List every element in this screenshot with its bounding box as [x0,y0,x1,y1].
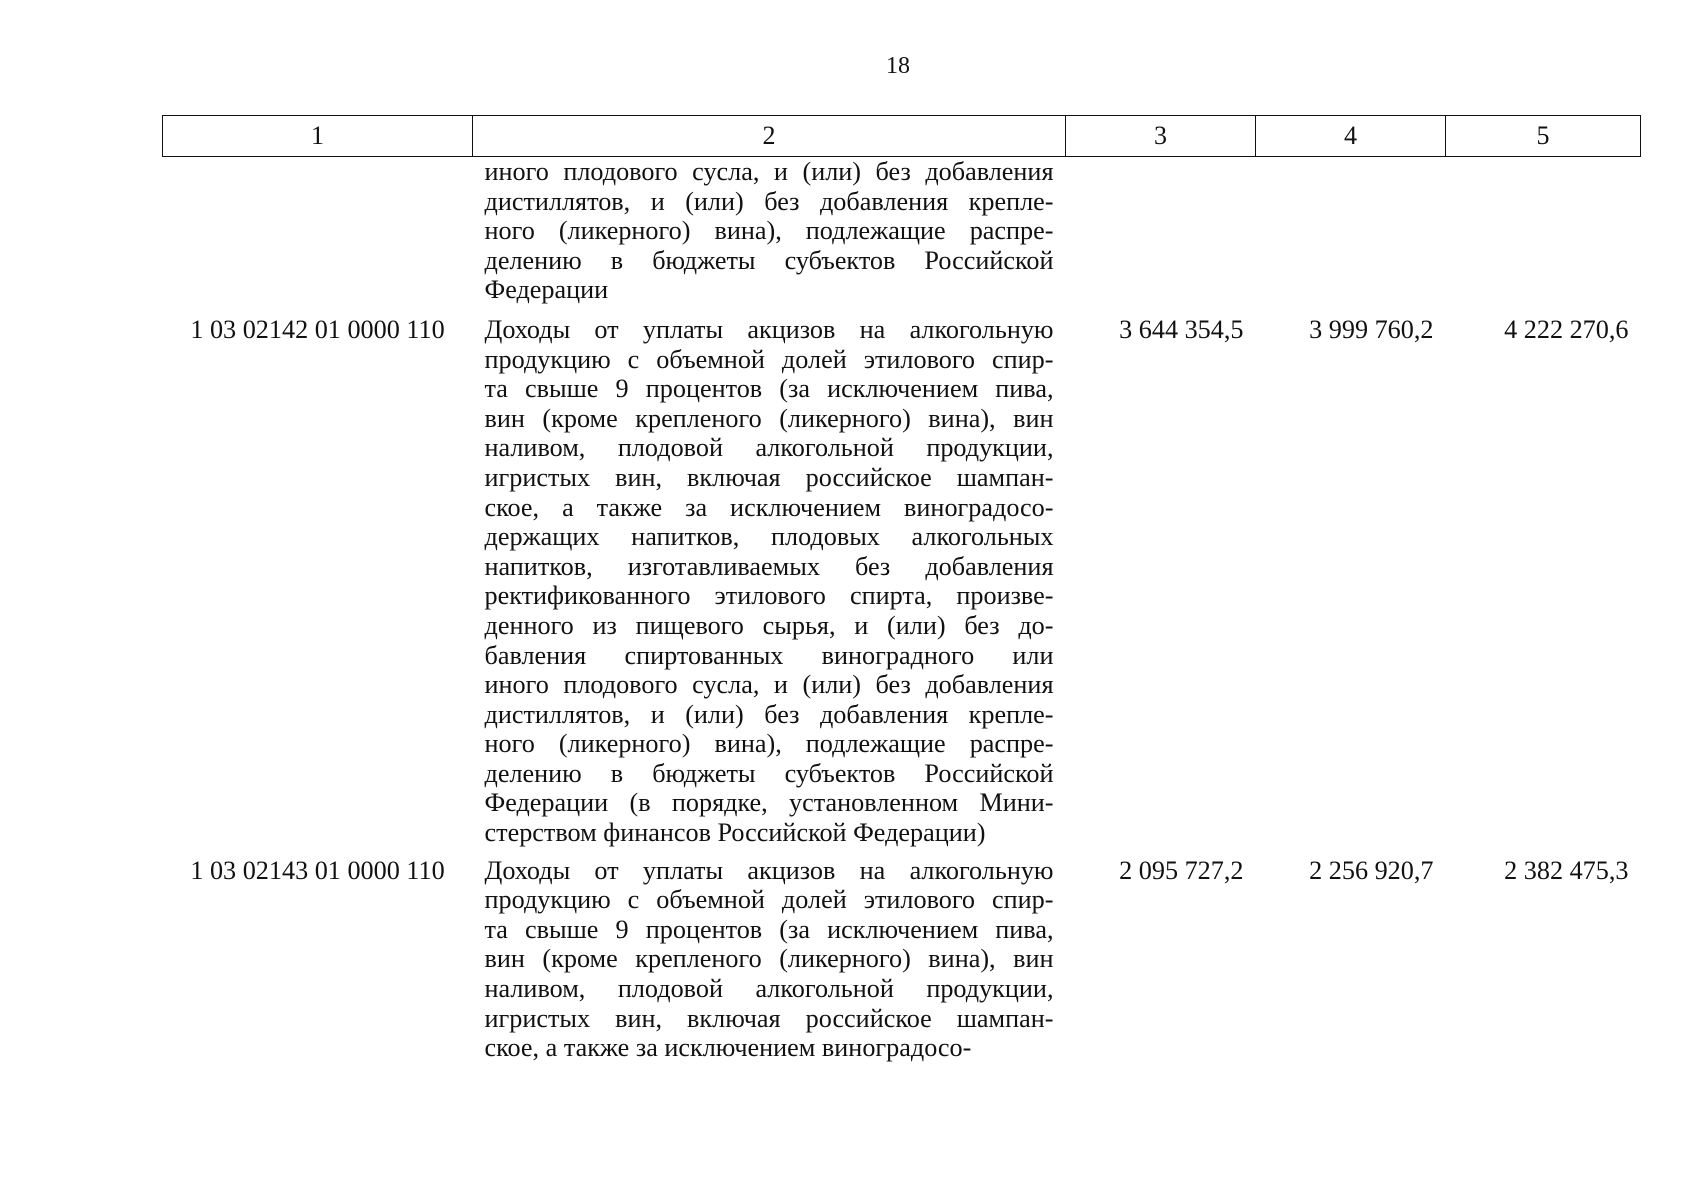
table-header-row [163,116,1641,157]
header-col-1: 1 [163,116,473,157]
description-line: иного плодового сусла, и (или) без добавления [484,670,1054,700]
description-line: вин (кроме крепленого (ликерного) вина), вин [484,944,1054,974]
row-value-col-4: 2 256 920,7 [1309,855,1434,885]
row-value-col-4: 3 999 760,2 [1309,314,1434,344]
row-value-col-3: 3 644 354,5 [1119,314,1244,344]
row-value-col-5 [1446,157,1641,315]
description-line: ректификованного этилового спирта, произве- [484,581,1054,611]
header-col-5: 5 [1446,116,1641,157]
description-line: дистиллятов, и (или) без добавления крепле- [484,186,1054,216]
header-col-4: 4 [1256,116,1446,157]
description-line: дистиллятов, и (или) без добавления крепле- [484,699,1054,729]
description-line: Доходы от уплаты акцизов на алкогольную [484,314,1054,344]
row-value-col-5: 4 222 270,6 [1504,314,1629,344]
table-row [163,157,1641,315]
description-line: Доходы от уплаты акцизов на алкогольную [484,855,1054,885]
description-line: денного из пищевого сырья, и (или) без до- [484,610,1054,640]
description-line: игристых вин, включая российское шампан- [484,1003,1054,1033]
description-line: стерством финансов Российской Федерации) [484,818,986,848]
description-line: бавления спиртованных виноградного или [484,640,1054,670]
description-line: ское, а также за исключением виноградосо- [484,492,1054,522]
description-line: наливом, плодовой алкогольной продукции, [484,974,1054,1004]
row-value-col-3 [1066,157,1256,315]
description-line: делению в бюджеты субъектов Российской [484,758,1054,788]
table-row [163,856,1641,1063]
table-body [163,157,1641,1063]
page-number: 18 [886,53,910,79]
header-col-3: 3 [1066,116,1256,157]
description-line: Федерации (в порядке, установленном Мини- [484,788,1054,818]
row-code: 1 03 02143 01 0000 110 [190,855,445,885]
row-description [473,157,1066,315]
header-col-2: 2 [473,116,1066,157]
description-line: продукцию с объемной долей этилового спир- [484,885,1054,915]
description-line: иного плодового сусла, и (или) без добавления [484,157,1054,186]
description-line: та свыше 9 процентов (за исключением пива, [484,914,1054,944]
description-line: та свыше 9 процентов (за исключением пива, [484,374,1054,404]
description-line: напитков, изготавливаемых без добавления [484,551,1054,581]
revenue-table [162,115,1641,1063]
row-value-col-4 [1256,157,1446,315]
table-row [163,315,1641,856]
description-line: игристых вин, включая российское шампан- [484,462,1054,492]
description-line: вин (кроме крепленого (ликерного) вина), вин [484,403,1054,433]
description-line: ного (ликерного) вина), подлежащие распре- [484,729,1054,759]
row-code [163,157,473,315]
description-line: ного (ликерного) вина), подлежащие распре- [484,216,1054,246]
description-line: делению в бюджеты субъектов Российской [484,245,1054,275]
row-value-col-5: 2 382 475,3 [1504,855,1629,885]
description-line: наливом, плодовой алкогольной продукции, [484,433,1054,463]
row-description [473,856,1066,1063]
row-value-col-3: 2 095 727,2 [1119,855,1244,885]
row-description [473,315,1066,856]
description-line: Федерации [484,275,609,305]
description-line: продукцию с объемной долей этилового спир- [484,344,1054,374]
row-code: 1 03 02142 01 0000 110 [190,314,445,344]
description-line: держащих напитков, плодовых алкогольных [484,522,1054,552]
description-line: ское, а также за исключением виноградосо- [484,1033,972,1063]
